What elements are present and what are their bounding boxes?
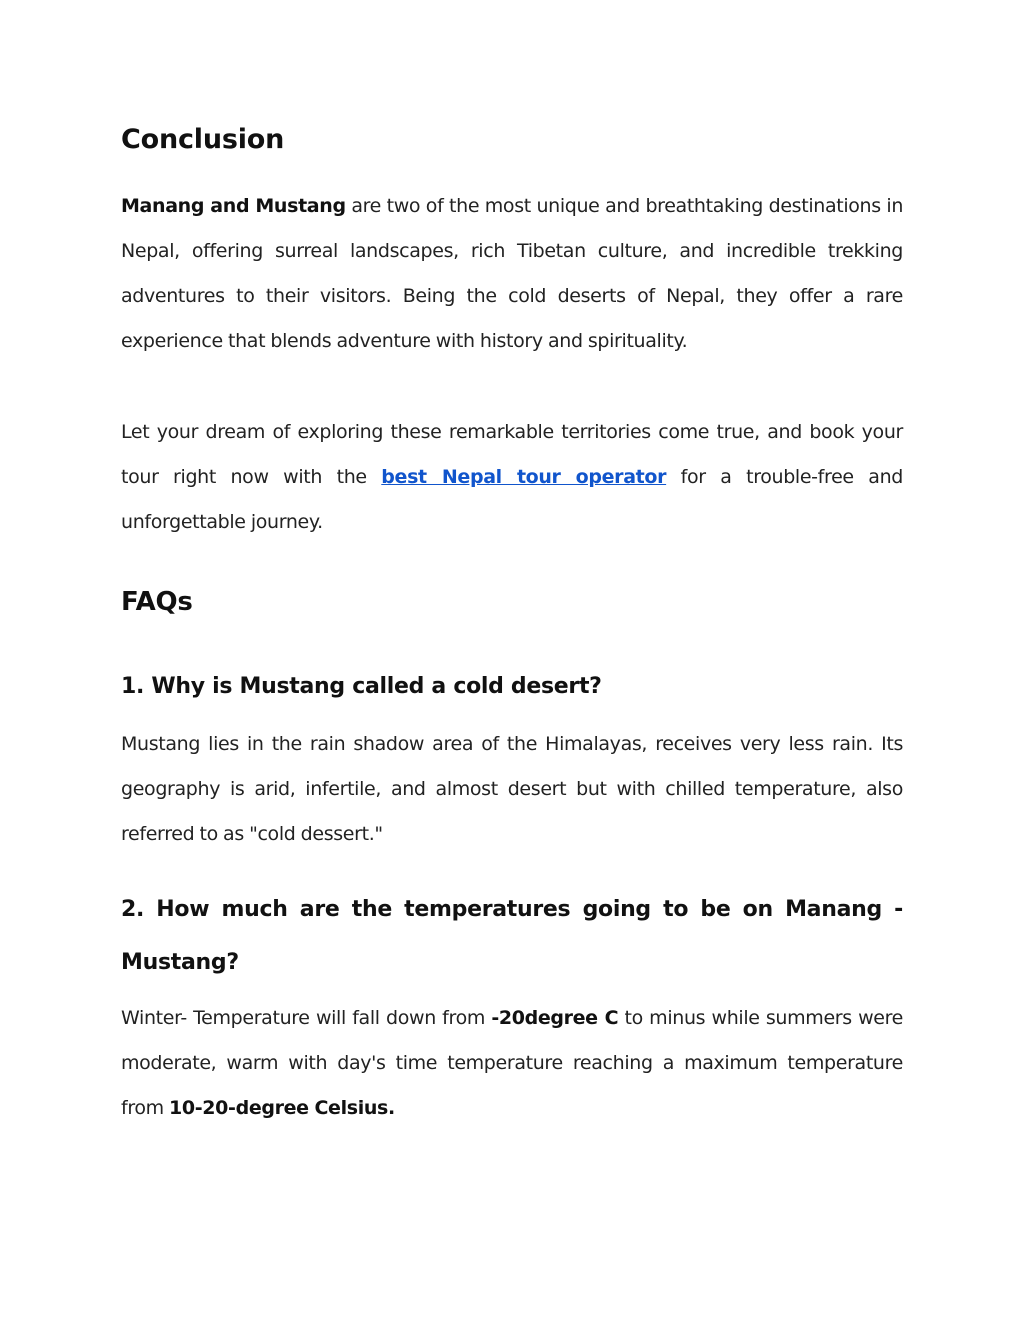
faq-answer-2-part-a: Winter- Temperature will fall down from — [121, 1007, 492, 1029]
conclusion-heading: Conclusion — [121, 124, 285, 155]
faq-question-1: 1. Why is Mustang called a cold desert? — [121, 674, 602, 699]
conclusion-paragraph-1-text: are two of the most unique and breathtaking destinations in Nepal, offering surreal landscapes, rich Tibetan culture, and incredible trekking adventures to their visitors. Being the cold deserts of Nepal, they offer a rare experience that blends adventure with history and spirituality. — [121, 195, 904, 352]
faqs-heading: FAQs — [121, 587, 193, 617]
summer-temperature-bold: 10-20-degree Celsius. — [169, 1097, 395, 1119]
faq-question-2: 2. How much are the temperatures going to be on Manang - Mustang? — [121, 897, 903, 975]
manang-mustang-bold: Manang and Mustang — [121, 195, 346, 217]
conclusion-paragraph-2-after: for a trouble-free and unforgettable journey. — [121, 466, 903, 533]
faq-answer-2 — [121, 996, 903, 1131]
winter-temperature-bold: -20degree C — [491, 1007, 619, 1029]
best-nepal-tour-operator-link[interactable]: best Nepal tour operator — [381, 466, 667, 488]
faq-answer-2-part-c: to minus while summers were moderate, warm with day's time temperature reaching a maximum temperature from — [121, 1007, 904, 1119]
conclusion-paragraph-2 — [121, 410, 903, 545]
faq-answer-1: Mustang lies in the rain shadow area of the Himalayas, receives very less rain. Its geography is arid, infertile, and almost desert but with chilled temperature, also referred to as "cold dessert." — [121, 733, 903, 845]
conclusion-paragraph-2-before: Let your dream of exploring these remarkable territories come true, and book your tour right now with the — [121, 421, 903, 488]
conclusion-paragraph-1 — [121, 184, 903, 364]
